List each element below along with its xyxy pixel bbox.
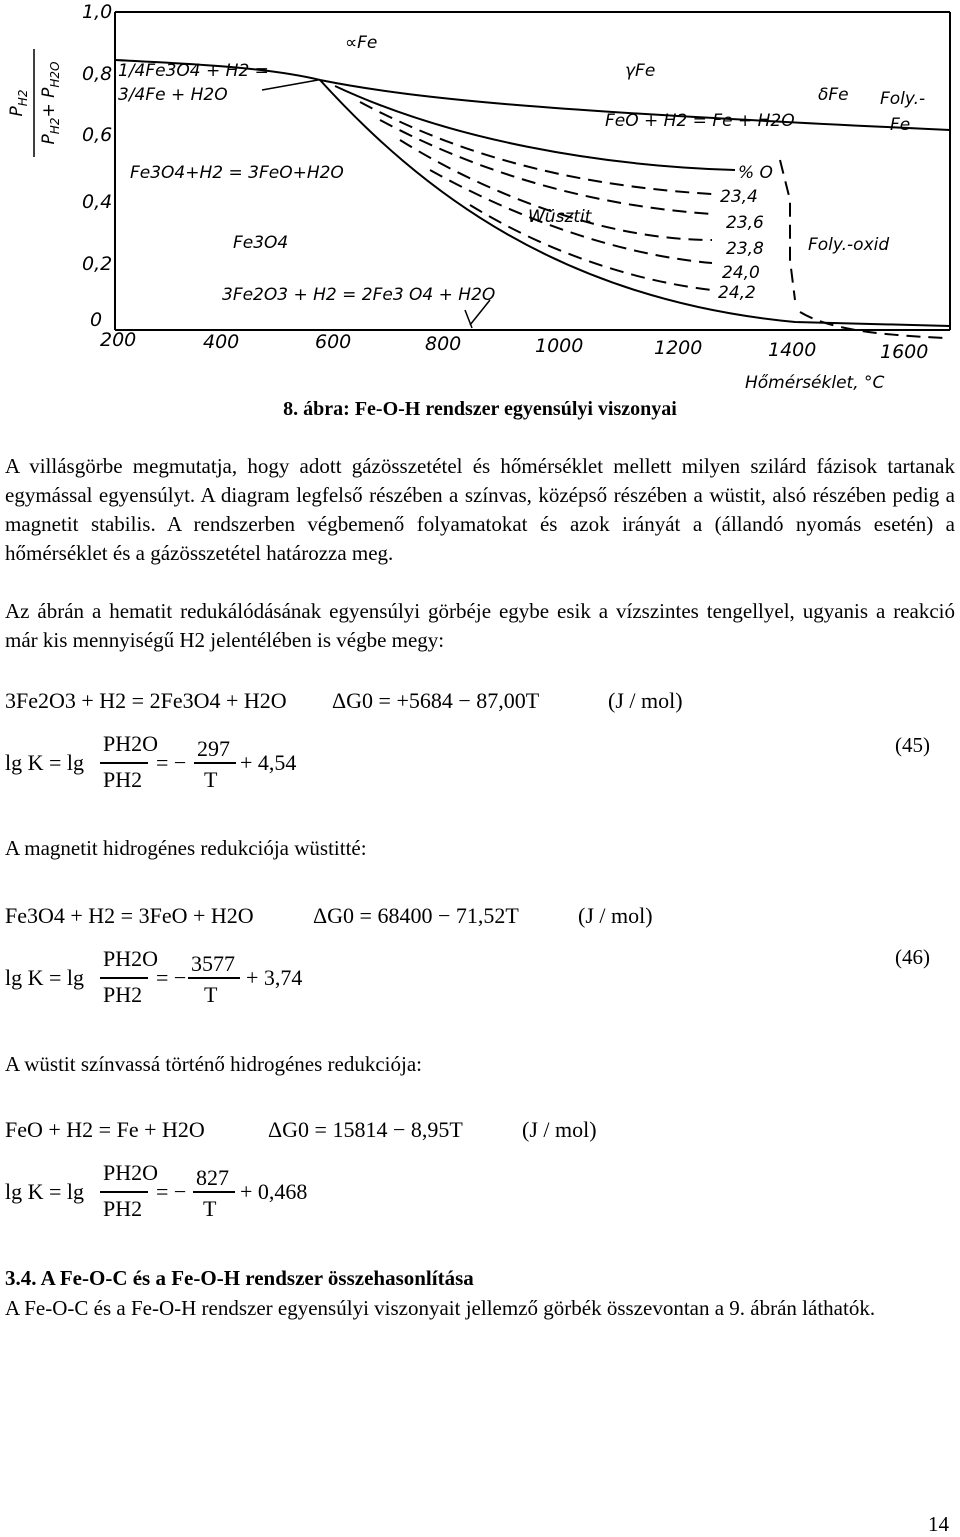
- y-tick: 0,8: [82, 63, 113, 85]
- phase-diagram: [0, 0, 960, 395]
- paragraph-3: A Fe-O-C és a Fe-O-H rendszer egyensúlyi viszonyait jellemző görbék összevontan a 9. ábrán láthatók.: [5, 1296, 876, 1320]
- equation-45-denominator: PH2: [103, 767, 143, 792]
- svg-text:FeO + H2 = Fe + H2O: FeO + H2 = Fe + H2O: [605, 111, 795, 131]
- equation-number-46: (46): [895, 945, 930, 969]
- equation-46-reaction: Fe3O4 + H2 = 3FeO + H2O: [5, 903, 254, 928]
- equation-47-dg: ΔG0 = 15814 − 8,95T: [268, 1117, 463, 1142]
- equation-47-frac-num: 827: [196, 1165, 229, 1190]
- equation-45-lgk: lg K = lg: [5, 750, 85, 775]
- svg-text:3/4Fe + H2O: 3/4Fe + H2O: [118, 85, 228, 105]
- svg-text:23,4: 23,4: [720, 187, 758, 207]
- svg-text:% O: % O: [738, 163, 773, 183]
- equation-45-reaction: 3Fe2O3 + H2 = 2Fe3O4 + H2O: [5, 688, 287, 713]
- x-axis-label: Hőmérséklet, °C: [745, 373, 885, 393]
- page-number: 14: [928, 1512, 949, 1536]
- x-tick-labels: [100, 329, 928, 363]
- intro-46: A magnetit hidrogénes redukciója wüstitté:: [5, 836, 367, 860]
- fraction-bar: [100, 762, 148, 764]
- y-tick: 0: [90, 309, 103, 331]
- equation-46-unit: (J / mol): [578, 903, 653, 928]
- equation-47-tail: + 0,468: [240, 1179, 308, 1204]
- fraction-bar: [194, 762, 236, 764]
- fraction-bar: [188, 977, 240, 979]
- x-tick: 600: [315, 331, 352, 353]
- svg-text:∝Fe: ∝Fe: [345, 33, 378, 53]
- y-tick-labels: [82, 1, 112, 331]
- equation-45-tail: + 4,54: [240, 750, 297, 775]
- svg-text:Foly.-oxid: Foly.-oxid: [808, 235, 890, 255]
- svg-text:Wüsztit: Wüsztit: [528, 207, 592, 227]
- x-tick: 800: [425, 333, 462, 355]
- fraction-bar: [193, 1191, 235, 1193]
- svg-text:PH2+ PH2O: $P_{H2}+ P_{H2O}$: [39, 61, 62, 145]
- equation-47-reaction: FeO + H2 = Fe + H2O: [5, 1117, 205, 1142]
- x-tick: 1600: [880, 341, 929, 363]
- equation-47-equals: = −: [156, 1179, 187, 1204]
- equation-46-equals: = −: [156, 965, 187, 990]
- x-tick: 400: [203, 331, 240, 353]
- equation-45-dg: ΔG0 = +5684 − 87,00T: [332, 688, 540, 713]
- svg-text:23,8: 23,8: [726, 239, 764, 259]
- svg-text:24,0: 24,0: [722, 263, 760, 283]
- equation-46-lgk: lg K = lg: [5, 965, 85, 990]
- svg-text:Fe3O4+H2 = 3FeO+H2O: Fe3O4+H2 = 3FeO+H2O: [130, 163, 344, 183]
- fraction-bar: [100, 977, 148, 979]
- diagram-labels: [118, 33, 925, 305]
- equation-46-numerator: PH2O: [103, 946, 159, 971]
- equation-47-numerator: PH2O: [103, 1160, 159, 1185]
- svg-text:PH2: $P_{H2}$: [7, 89, 30, 117]
- svg-text:Fe: Fe: [890, 115, 911, 135]
- equation-46-dg: ΔG0 = 68400 − 71,52T: [313, 903, 519, 928]
- svg-text:1/4Fe3O4 + H2 =: 1/4Fe3O4 + H2 =: [118, 61, 269, 81]
- equation-number-45: (45): [895, 733, 930, 757]
- equation-47-frac-den: T: [203, 1196, 217, 1221]
- paragraph-1: A villásgörbe megmutatja, hogy adott gázösszetétel és hőmérséklet mellett milyen szilárd fázisok tartanak egymással egyensúlyt. A diagram legfelső részében a színvas, középső részében a wüstit, alsó részében pedig a magnetit stabilis. A rendszerben végbemenő folyamatokat és azok irányát a (állandó nyomás esetén) a hőmérséklet és a gázösszetétel határozza meg.: [5, 454, 955, 565]
- y-tick: 1,0: [82, 1, 113, 23]
- y-tick: 0,4: [82, 191, 113, 213]
- y-axis-label: [7, 49, 62, 157]
- equation-46-frac-num: 3577: [191, 951, 235, 976]
- intro-47: A wüstit színvassá történő hidrogénes redukciója:: [5, 1052, 422, 1076]
- equation-46-denominator: PH2: [103, 982, 143, 1007]
- svg-text:δFe: δFe: [818, 85, 849, 105]
- svg-text:γFe: γFe: [625, 61, 656, 81]
- equation-47-lgk: lg K = lg: [5, 1179, 85, 1204]
- fraction-bar: [100, 1191, 148, 1193]
- figure-caption: 8. ábra: Fe-O-H rendszer egyensúlyi viszonyai: [283, 398, 677, 420]
- svg-text:3Fe2O3 + H2 = 2Fe3 O4 + H2O: 3Fe2O3 + H2 = 2Fe3 O4 + H2O: [222, 285, 496, 305]
- x-tick: 1400: [768, 339, 817, 361]
- equation-47-denominator: PH2: [103, 1196, 143, 1221]
- y-tick: 0,6: [82, 124, 113, 146]
- x-tick: 1000: [535, 335, 584, 357]
- svg-text:Fe3O4: Fe3O4: [233, 233, 289, 253]
- svg-text:24,2: 24,2: [718, 283, 756, 303]
- section-heading: 3.4. A Fe-O-C és a Fe-O-H rendszer összehasonlítása: [5, 1266, 474, 1290]
- equation-45-frac-den: T: [204, 767, 218, 792]
- equation-47-unit: (J / mol): [522, 1117, 597, 1142]
- equation-45-equals: = −: [156, 750, 187, 775]
- svg-text:Foly.-: Foly.-: [880, 89, 926, 109]
- equation-46-frac-den: T: [204, 982, 218, 1007]
- equation-46-tail: + 3,74: [246, 965, 303, 990]
- equation-45-frac-num: 297: [197, 736, 230, 761]
- x-tick: 1200: [654, 337, 703, 359]
- equation-45-unit: (J / mol): [608, 688, 683, 713]
- y-tick: 0,2: [82, 253, 113, 275]
- svg-text:23,6: 23,6: [726, 213, 764, 233]
- paragraph-2: Az ábrán a hematit redukálódásának egyensúlyi görbéje egybe esik a vízszintes tengellyel, ugyanis a reakció már kis mennyiségű H2 jelentélében is végbe megy:: [5, 599, 955, 652]
- x-tick: 200: [100, 329, 137, 351]
- equation-45-numerator: PH2O: [103, 731, 159, 756]
